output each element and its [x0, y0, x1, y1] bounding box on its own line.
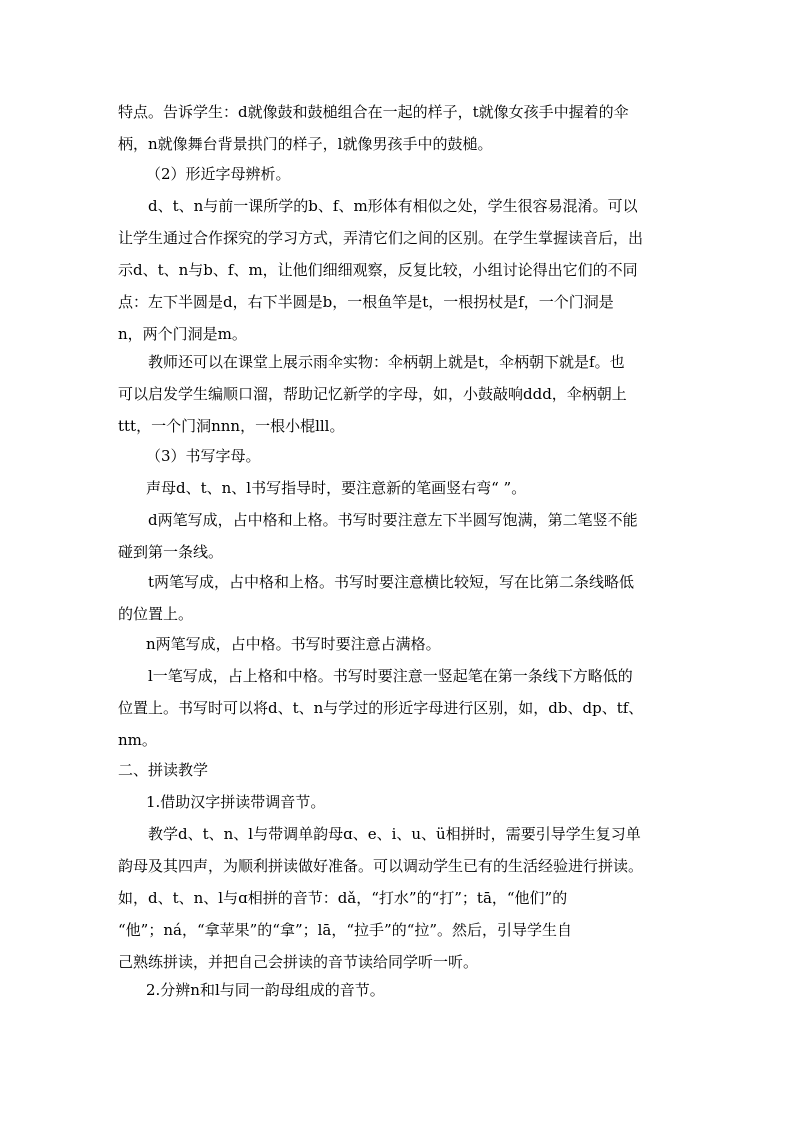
text-line: 1.借助汉字拼读带调音节。	[146, 793, 326, 811]
text-line: d两笔写成，占中格和上格。书写时要注意左下半圆写饱满，第二笔竖不能	[148, 511, 638, 529]
paragraph	[146, 472, 706, 504]
text-line: 己熟练拼读，并把自己会拼读的音节读给同学听一听。	[118, 953, 479, 971]
text-line: d、t、n与前一课所学的b、f、m形体有相似之处，学生很容易混淆。可以	[148, 197, 638, 215]
text-line: ttt，一个门洞nnn，一根小棍lll。	[118, 417, 345, 435]
text-line: 二、拼读教学	[118, 761, 209, 779]
text-line: n，两个门洞是m。	[118, 325, 247, 343]
paragraph	[118, 504, 678, 568]
text-line: 特点。告诉学生：d就像鼓和鼓槌组合在一起的样子，t就像女孩手中握着的伞	[118, 103, 629, 121]
paragraph	[146, 440, 706, 472]
paragraph	[118, 190, 678, 350]
text-line: 碰到第一条线。	[118, 543, 224, 561]
text-line: 的位置上。	[118, 605, 194, 623]
text-line: 点：左下半圆是d，右下半圆是b，一根鱼竿是t，一根拐杖是f，一个门洞是	[118, 293, 614, 311]
text-line: 教学d、t、n、l与带调单韵母ɑ、e、i、u、ü相拼时，需要引导学生复习单	[148, 825, 641, 843]
paragraph	[118, 566, 678, 630]
subheading	[146, 786, 706, 818]
text-line: 韵母及其四声，为顺利拼读做好准备。可以调动学生已有的生活经验进行拼读。	[118, 857, 644, 875]
paragraph	[146, 628, 706, 660]
text-line: 教师还可以在课堂上展示雨伞实物：伞柄朝上就是t，伞柄朝下就是f。也	[148, 353, 625, 371]
text-line: （3）书写字母。	[146, 447, 261, 465]
paragraph	[118, 818, 678, 978]
paragraph	[118, 346, 678, 442]
text-line: 让学生通过合作探究的学习方式，弄清它们之间的区别。在学生掌握读音后，出	[118, 229, 644, 247]
text-line: 声母d、t、n、l书写指导时，要注意新的笔画竖右弯“ ”。	[146, 479, 527, 497]
text-line: n两笔写成，占中格。书写时要注意占满格。	[146, 635, 441, 653]
text-line: 柄，n就像舞台背景拱门的样子，l就像男孩手中的鼓槌。	[118, 135, 493, 153]
text-line: “他”；ná，“拿苹果”的“拿”；lā，“拉手”的“拉”。然后，引导学生自	[118, 921, 573, 939]
text-line: l一笔写成，占上格和中格。书写时要注意一竖起笔在第一条线下方略低的	[148, 667, 633, 685]
text-line: t两笔写成，占中格和上格。书写时要注意横比较短，写在比第二条线略低	[148, 573, 635, 591]
text-line: 如，d、t、n、l与ɑ相拼的音节：dǎ，“打水”的“打”；tā，“他们”的	[118, 889, 568, 907]
paragraph	[118, 660, 678, 756]
text-line: 示d、t、n与b、f、m，让他们细细观察，反复比较，小组讨论得出它们的不同	[118, 261, 638, 279]
text-line: 位置上。书写时可以将d、t、n与学过的形近字母进行区别，如，db、dp、tf、	[118, 699, 644, 717]
paragraph	[118, 96, 678, 160]
section-heading	[118, 754, 678, 786]
text-line: 可以启发学生编顺口溜，帮助记忆新学的字母，如，小鼓敲响ddd，伞柄朝上	[118, 385, 627, 403]
subheading	[146, 974, 706, 1006]
text-line: 2.分辨n和l与同一韵母组成的音节。	[146, 981, 385, 999]
text-line: nm。	[118, 731, 157, 749]
paragraph	[146, 158, 706, 190]
text-line: （2）形近字母辨析。	[146, 165, 291, 183]
